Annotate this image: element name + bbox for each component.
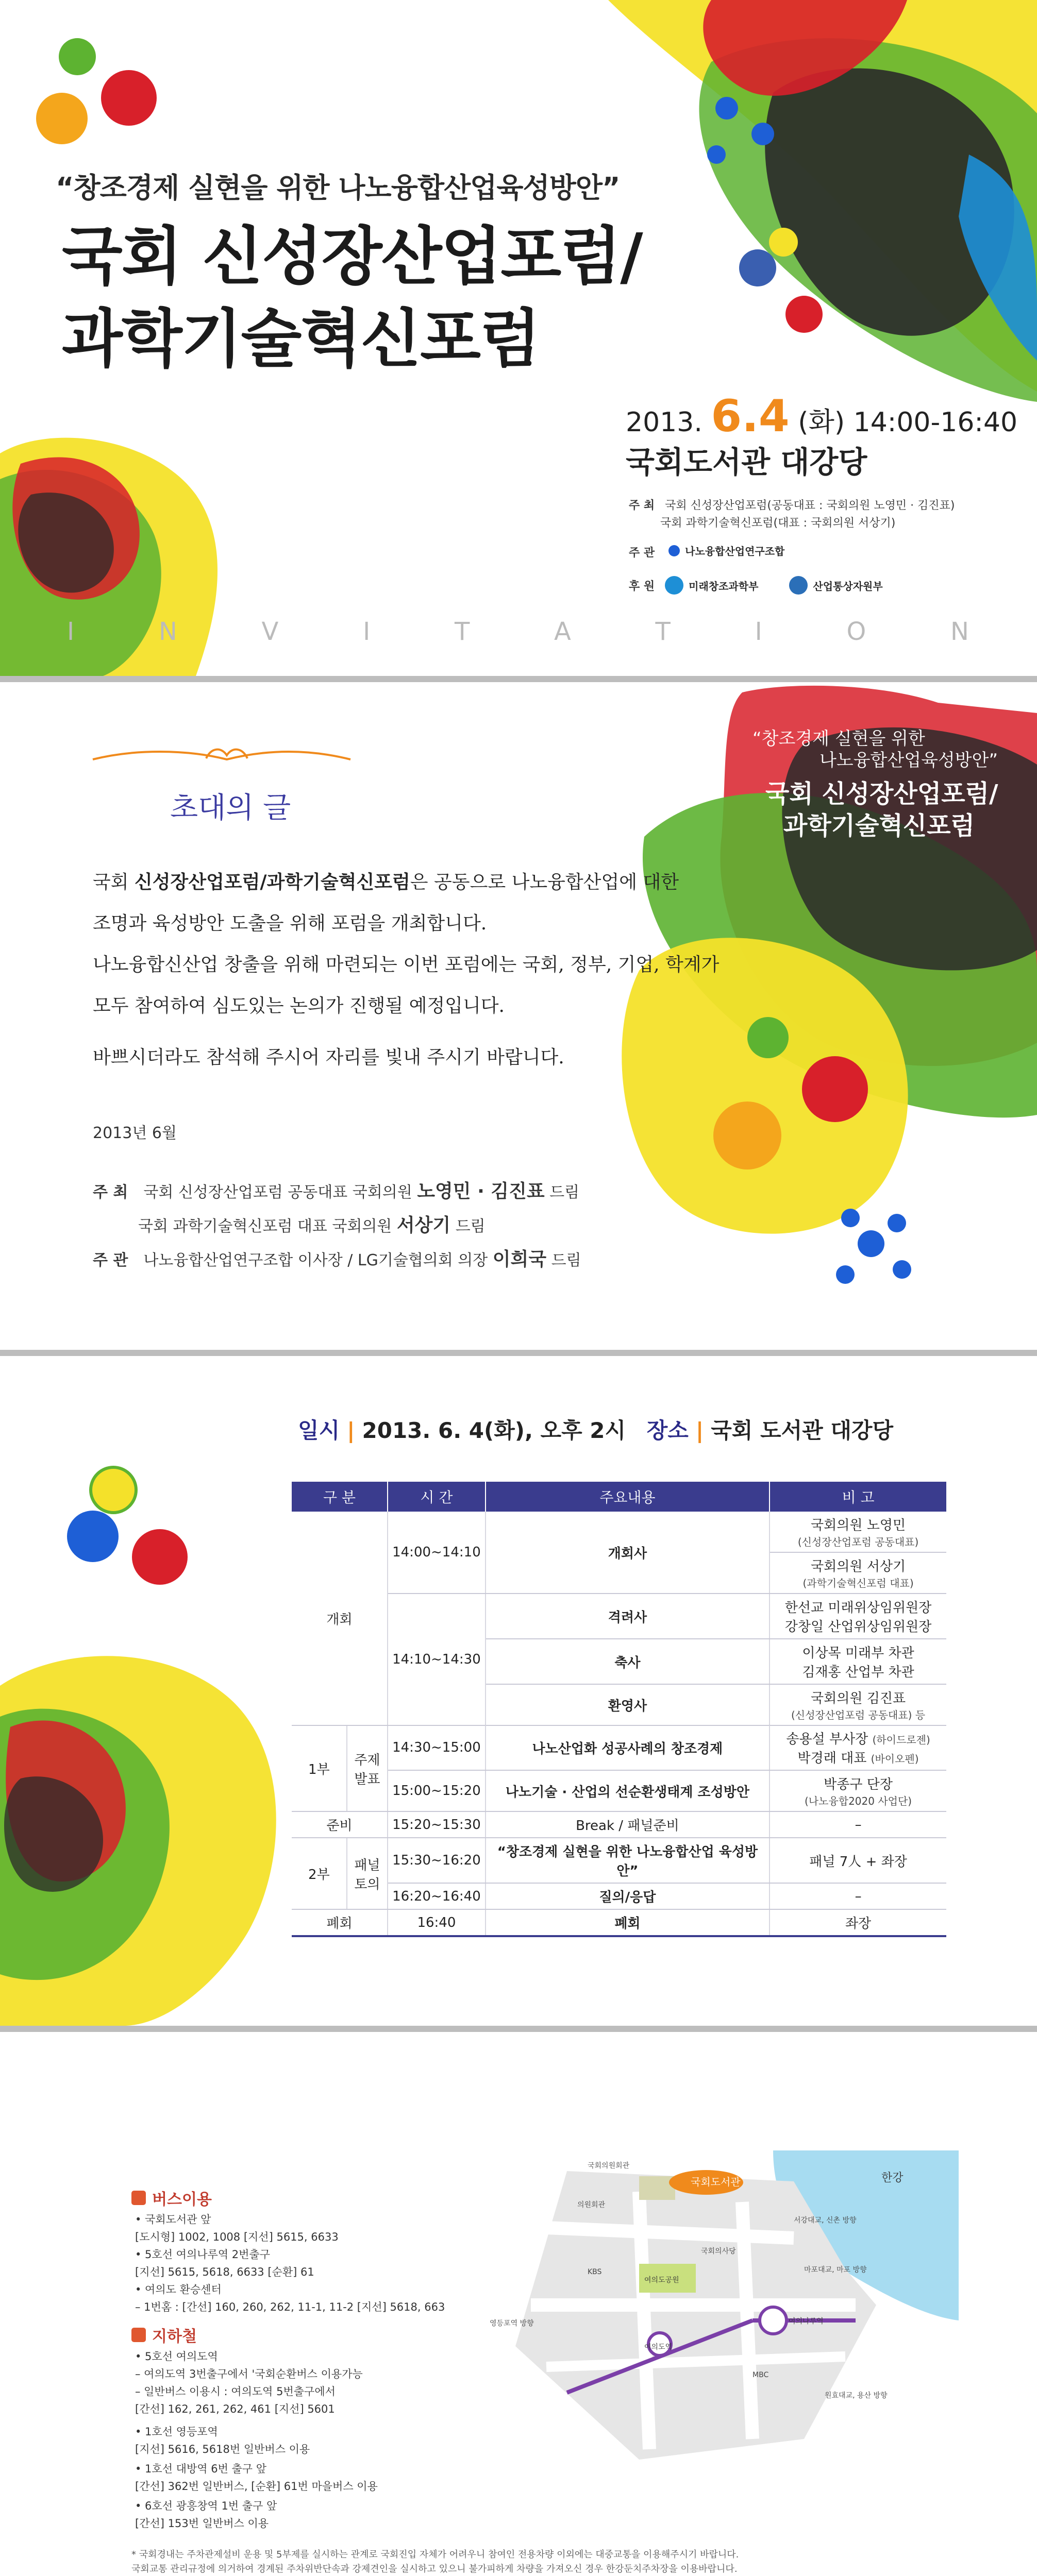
letter-paragraph-1: 국회 신성장산업포럼/과학기술혁신포럼은 공동으로 나노융합산업에 대한 bbox=[93, 871, 679, 893]
ornament-icon bbox=[93, 750, 350, 759]
category-part1-sub: 주제발표 bbox=[347, 1725, 388, 1811]
virus-icon bbox=[36, 38, 157, 144]
svg-text:한강: 한강 bbox=[881, 2172, 904, 2184]
sponsor-block bbox=[629, 576, 883, 595]
where-label: 장소 bbox=[646, 1418, 689, 1443]
yeouinaru-station-marker bbox=[760, 2307, 787, 2334]
table-row: 14:10~14:30 격려사 한선교 미래위상임위원장 강창일 산업위상임위원장 bbox=[292, 1594, 946, 1639]
svg-text:여의도공원: 여의도공원 bbox=[644, 2276, 679, 2284]
svg-text:서강대교, 신촌 방향: 서강대교, 신촌 방향 bbox=[794, 2216, 857, 2225]
svg-text:국회의원회관: 국회의원회관 bbox=[588, 2162, 630, 2170]
svg-text:영등포역 방향: 영등포역 방향 bbox=[490, 2319, 534, 2328]
side-quote-line2: 나노융합산업육성방안” bbox=[819, 750, 998, 771]
note-cell: 한선교 미래위상임위원장 강창일 산업위상임위원장 bbox=[770, 1594, 946, 1639]
svg-text:MBC: MBC bbox=[752, 2371, 769, 2379]
category-part2-sub: 패널토의 bbox=[347, 1838, 388, 1909]
sponsor-logo-motie: 산업통상자원부 bbox=[789, 576, 882, 595]
side-quote-line1: “창조경제 실현을 위한 bbox=[752, 728, 925, 749]
side-title-line2: 과학기술혁신포럼 bbox=[783, 811, 975, 840]
subway-line: [간선] 153번 일반버스 이용 bbox=[135, 2517, 269, 2530]
organizer-logo: 나노융합산업연구조합 bbox=[668, 543, 784, 558]
bus-line: – 1번홈 : [간선] 160, 260, 262, 11-1, 11-2 [지선] 5618, 663 bbox=[135, 2301, 445, 2313]
host-block bbox=[629, 497, 955, 513]
bus-line: • 여의도 환승센터 bbox=[135, 2283, 222, 2296]
category-part1: 1부 bbox=[292, 1725, 347, 1811]
subway-line: • 5호선 여의도역 bbox=[135, 2350, 218, 2363]
table-row: 2부 패널토의 15:30~16:20 “창조경제 실현을 위한 나노융합산업 육성방안” 패널 7人 + 좌장 bbox=[292, 1838, 946, 1883]
svg-text:국회도서관: 국회도서관 bbox=[691, 2176, 741, 2188]
letter-page bbox=[0, 682, 1037, 1350]
date-day: 6.4 bbox=[711, 391, 790, 442]
when-value: 2013. 6. 4(화), 오후 2시 bbox=[362, 1418, 626, 1443]
letter-organizer: 주 관 나노융합산업연구조합 이사장 / LG기술협의회 의장 이희국 드림 bbox=[93, 1249, 581, 1270]
table-row: 1부 주제발표 14:30~15:00 나노산업화 성공사례의 창조경제 송용설 부사장 (하이드로젠) 박경래 대표 (바이오펜) bbox=[292, 1725, 946, 1770]
category-closing: 폐회 bbox=[292, 1909, 388, 1936]
date-time: (화) 14:00-16:40 bbox=[798, 407, 1018, 438]
subway-line: [간선] 162, 261, 262, 461 [지선] 5601 bbox=[135, 2403, 335, 2415]
schedule-table bbox=[292, 1482, 946, 1937]
note-cell: 박종구 단장 (나노융합2020 사업단) bbox=[770, 1770, 946, 1811]
table-row: 준비 15:20~15:30 Break / 패널준비 – bbox=[292, 1811, 946, 1838]
schedule-when-where: 일시 | 2013. 6. 4(화), 오후 2시 장소 | 국회 도서관 대강당 bbox=[298, 1418, 894, 1443]
letter-heading: 초대의 글 bbox=[170, 791, 291, 825]
note-cell: 국회의원 김진표 (신성장산업포럼 공동대표) 등 bbox=[770, 1684, 946, 1725]
organizer-label: 주 관 bbox=[629, 546, 655, 560]
subway-section-title: 지하철 bbox=[131, 2324, 197, 2346]
date-year: 2013. bbox=[626, 407, 703, 438]
host-line1: 국회 신성장산업포럼(공동대표 : 국회의원 노영민 · 김진표) bbox=[665, 499, 955, 512]
table-row: 폐회 16:40 폐회 좌장 bbox=[292, 1909, 946, 1936]
category-opening: 개회 bbox=[292, 1512, 388, 1725]
svg-text:마포대교, 마포 방향: 마포대교, 마포 방향 bbox=[804, 2266, 867, 2274]
subway-line: [지선] 5616, 5618번 일반버스 이용 bbox=[135, 2443, 310, 2455]
bus-line: • 5호선 여의나루역 2번출구 bbox=[135, 2248, 270, 2261]
header-category: 구 분 bbox=[292, 1482, 388, 1512]
header-note: 비 고 bbox=[770, 1482, 946, 1512]
bus-icon bbox=[131, 2191, 146, 2205]
sponsor-label: 후 원 bbox=[629, 580, 655, 593]
cover-title-line1: 국회 신성장산업포럼/ bbox=[62, 220, 642, 293]
letter-paragraph-3: 나노융합신산업 창출을 위해 마련되는 이번 포럼에는 국회, 정부, 기업, 학계가 bbox=[93, 954, 720, 975]
note-cell: 송용설 부사장 (하이드로젠) 박경래 대표 (바이오펜) bbox=[770, 1725, 946, 1770]
cover-subtitle: “창조경제 실현을 위한 나노융합산업육성방안” bbox=[56, 172, 620, 204]
letter-date: 2013년 6월 bbox=[93, 1124, 177, 1142]
side-title-line1: 국회 신성장산업포럼/ bbox=[765, 779, 998, 808]
event-date bbox=[626, 391, 1017, 442]
parking-note: 국회교통 관리규정에 의거하여 경계된 주차위반단속과 강제견인을 실시하고 있으니 불가피하게 차량을 가져오신 경우 한강둔치주차장을 이용바랍니다. bbox=[131, 2564, 738, 2574]
invitation-watermark: I N V I T A T I O N bbox=[67, 617, 969, 646]
bus-line: • 국회도서관 앞 bbox=[135, 2213, 211, 2226]
category-part2: 2부 bbox=[292, 1838, 347, 1909]
letter-host-1: 주 최 국회 신성장산업포럼 공동대표 국회의원 노영민 · 김진표 드림 bbox=[93, 1181, 580, 1202]
event-venue: 국회도서관 대강당 bbox=[626, 445, 867, 480]
svg-text:여의도역: 여의도역 bbox=[644, 2343, 673, 2351]
svg-text:KBS: KBS bbox=[588, 2268, 602, 2276]
subway-line: • 1호선 대방역 6번 출구 앞 bbox=[135, 2463, 267, 2475]
bus-section-title: 버스이용 bbox=[131, 2187, 212, 2209]
bus-line: [도시형] 1002, 1008 [지선] 5615, 6633 bbox=[135, 2231, 339, 2243]
table-row: 개회 14:00~14:10 개회사 국회의원 노영민 (신성장산업포럼 공동대표) bbox=[292, 1512, 946, 1552]
table-row: 축사 이상목 미래부 차관 김재홍 산업부 차관 bbox=[292, 1639, 946, 1684]
table-row: 환영사 국회의원 김진표 (신성장산업포럼 공동대표) 등 bbox=[292, 1684, 946, 1725]
note-cell: 국회의원 서상기 (과학기술혁신포럼 대표) bbox=[770, 1552, 946, 1594]
note-cell: 국회의원 노영민 (신성장산업포럼 공동대표) bbox=[770, 1512, 946, 1552]
letter-paragraph-4: 모두 참여하여 심도있는 논의가 진행될 예정입니다. bbox=[93, 995, 505, 1016]
directions-page bbox=[0, 2032, 1037, 2576]
letter-paragraph-5: 바쁘시더라도 참석해 주시어 자리를 빛내 주시기 바랍니다. bbox=[93, 1047, 564, 1068]
subway-line: • 1호선 영등포역 bbox=[135, 2426, 218, 2438]
letter-paragraph-2: 조명과 육성방안 도출을 위해 포럼을 개최합니다. bbox=[93, 913, 487, 934]
sponsor-logo-msip: 미래창조과학부 bbox=[665, 576, 758, 595]
cover-title-line2: 과학기술혁신포럼 bbox=[62, 302, 540, 376]
molecule-icon bbox=[836, 1209, 911, 1284]
table-header-row bbox=[292, 1482, 946, 1512]
letter-host-2: 국회 과학기술혁신포럼 대표 국회의원 서상기 드림 bbox=[138, 1215, 486, 1236]
header-content: 주요내용 bbox=[486, 1482, 770, 1512]
header-time: 시 간 bbox=[388, 1482, 486, 1512]
molecule-cluster-icon bbox=[67, 1467, 188, 1585]
organizer-block bbox=[629, 543, 784, 560]
svg-text:여의나루역: 여의나루역 bbox=[789, 2317, 824, 2326]
subway-line: – 여의도역 3번출구에서 '국회순환버스 이용가능 bbox=[135, 2368, 363, 2380]
category-prep: 준비 bbox=[292, 1811, 388, 1838]
table-row: 16:20~16:40 질의/응답 – bbox=[292, 1883, 946, 1909]
svg-text:국회의사당: 국회의사당 bbox=[701, 2247, 736, 2256]
schedule-page bbox=[0, 1356, 1037, 2026]
location-map bbox=[484, 2150, 959, 2501]
svg-text:원효대교, 용산 방향: 원효대교, 용산 방향 bbox=[825, 2392, 888, 2400]
bus-line: [지선] 5615, 5618, 6633 [순환] 61 bbox=[135, 2266, 314, 2278]
note-cell: 이상목 미래부 차관 김재홍 산업부 차관 bbox=[770, 1639, 946, 1684]
parking-note: * 국회경내는 주차관제설비 운용 및 5부제를 실시하는 관계로 국회진입 자체가 어려우니 참여인 전용차량 이외에는 대중교통을 이용해주시기 바랍니다. bbox=[131, 2549, 739, 2560]
subway-line: – 일반버스 이용시 : 여의도역 5번출구에서 bbox=[135, 2385, 336, 2398]
table-row: 15:00~15:20 나노기술 · 산업의 선순환생태계 조성방안 박종구 단장 (나노융합2020 사업단) bbox=[292, 1770, 946, 1811]
host-label: 주 최 bbox=[629, 499, 655, 512]
host-line2: 국회 과학기술혁신포럼(대표 : 국회의원 서상기) bbox=[660, 517, 896, 530]
when-label: 일시 bbox=[298, 1418, 340, 1443]
svg-text:의원회관: 의원회관 bbox=[577, 2201, 606, 2209]
subway-line: [간선] 362번 일반버스, [순환] 61번 마을버스 이용 bbox=[135, 2480, 378, 2493]
cover-page bbox=[0, 0, 1037, 676]
subway-line: • 6호선 광흥창역 1번 출구 앞 bbox=[135, 2500, 277, 2512]
where-value: 국회 도서관 대강당 bbox=[711, 1418, 894, 1443]
subway-icon bbox=[131, 2328, 146, 2342]
